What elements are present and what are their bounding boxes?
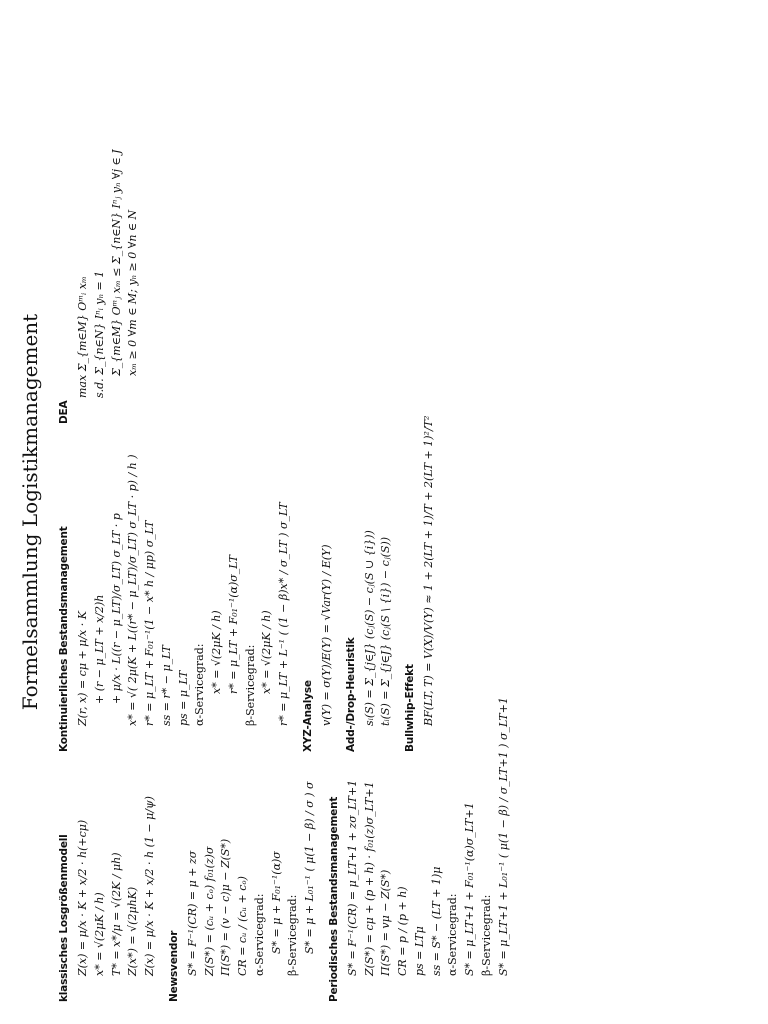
formula-line: ps = μ_LT	[176, 670, 190, 726]
formula-line: S* = F⁻¹(CR) = μ + zσ	[185, 850, 199, 976]
formula-line: Π(S*) = (v − c)μ − Z(S*)	[219, 838, 233, 976]
formula-line: Σ_{m∈M} Oᵐⱼ xₘ ≤ Σ_{n∈N} Iⁿⱼ yₙ ∀j ∈ J	[109, 149, 123, 376]
formula-line: xₘ ≥ 0 ∀m ∈ M; yₙ ≥ 0 ∀n ∈ N	[126, 209, 140, 376]
formula-line: Z(r, x) = cμ + μ/x · K	[76, 611, 89, 726]
formula-line: s.d. Σ_{n∈N} Iⁿᵢ yₙ = 1	[92, 270, 106, 398]
formula-label: β-Servicegrad:	[479, 894, 493, 976]
formula-line: r* = μ_LT + L⁻¹ ( (1 − β)x* / σ_LT ) σ_LT	[277, 502, 290, 726]
formula-line: S* = μ_LT+1 + L₀₁⁻¹ ( μ(1 − β) / σ_LT+1 ) σ_LT+1	[496, 697, 510, 976]
formula-line: Z(x*) = √(2μhK)	[126, 886, 140, 976]
formula-line: CR = cᵤ / (cᵤ + cₒ)	[236, 876, 249, 976]
page-title: Formelsammlung Logistikmanagement	[18, 313, 42, 711]
formula-line: + (r − μ_LT + x/2)h	[92, 594, 106, 704]
formula-line: T* = x*/μ = √(2K / μh)	[109, 852, 123, 976]
heading-klassisch: klassisches Losgrößenmodell	[58, 834, 70, 1002]
heading-newsvendor: Newsvendor	[167, 930, 180, 1002]
heading-bullwhip: Bullwhip-Effekt	[404, 664, 416, 752]
formula-label: β-Servicegrad:	[243, 644, 257, 726]
formula-label: α-Servicegrad:	[193, 643, 207, 726]
heading-adddrop: Add-/Drop-Heuristik	[344, 637, 357, 752]
formula-line: Z(x) = μ/x · K + x/2 · h (1 − μ/ψ)	[143, 796, 156, 976]
formula-line: S* = μ + F₀₁⁻¹(α)σ	[269, 851, 283, 954]
formula-line: Z(x) = μ/x · K + x/2 · h(+cμ)	[76, 819, 89, 976]
formula-label: β-Servicegrad:	[286, 894, 300, 976]
formula-line: S* = μ + L₀₁⁻¹ ( μ(1 − β) / σ ) σ	[303, 781, 316, 954]
formula-line: S* = μ_LT+1 + F₀₁⁻¹(α)σ_LT+1	[463, 802, 476, 976]
formula-line: x* = √(2μK / h)	[92, 892, 106, 976]
column-2	[58, 415, 439, 752]
heading-dea: DEA	[58, 400, 70, 424]
formula-line: Z(S*) = (cᵤ + cₒ) f₀₁(z)σ	[202, 846, 216, 976]
formula-line: r* = μ_LT + F₀₁⁻¹(α)σ_LT	[226, 554, 240, 694]
heading-kontinuierlich: Kontinuierliches Bestandsmanagement	[58, 526, 70, 752]
formula-line: ss = S* − (LT + 1)μ	[429, 866, 443, 976]
formula-line: ps = LTμ	[412, 926, 426, 976]
formula-line: max Σ_{m∈M} Oᵐᵢ xₘ	[76, 276, 89, 398]
formula-line: Π(S*) = vμ − Z(S*)	[379, 869, 393, 976]
heading-xyz: XYZ-Analyse	[301, 680, 314, 752]
formula-line: v(Y) = σ(Y)/E(Y) = √Var(Y) / E(Y)	[319, 544, 333, 726]
formula-line: x* = √( 2μ(K + L((r* − μ_LT)/σ_LT) σ_LT · p) / h )	[126, 454, 140, 726]
formula-line: S* = F⁻¹(CR) = μ_LT+1 + zσ_LT+1	[345, 779, 359, 976]
heading-periodisch: Periodisches Bestandsmanagement	[327, 796, 340, 1002]
formula-line: tᵢ(S) = Σ_{j∈J} (cⱼ(S \ {i}) − cⱼ(S))	[379, 536, 393, 726]
formula-line: x* = √(2μK / h)	[210, 610, 223, 694]
formula-line: sᵢ(S) = Σ_{j∈J} (cⱼ(S) − cⱼ(S ∪ {i}))	[362, 530, 376, 726]
formula-line: x* = √(2μK / h)	[260, 610, 274, 694]
formula-line: BF(LT, T) = V(X)/V(Y) ≈ 1 + 2(LT + 1)/T + 2(LT + 1)²/T²	[422, 415, 435, 726]
formula-label: α-Servicegrad:	[446, 893, 460, 976]
formula-line: ss = r* − μ_LT	[159, 645, 173, 726]
formula-line: + μ/x · L((r − μ_LT)/σ_LT) σ_LT · p	[109, 513, 123, 704]
column-3	[58, 24, 143, 424]
formula-line: r* = μ_LT + F₀₁⁻¹(1 − x* h / μp) σ_LT	[143, 520, 156, 726]
formula-label: α-Servicegrad:	[252, 893, 266, 976]
formula-line: Z(S*) = cμ + (p + h) · f₀₁(z)σ_LT+1	[362, 781, 376, 976]
formula-line: CR = p / (p + h)	[396, 886, 409, 976]
